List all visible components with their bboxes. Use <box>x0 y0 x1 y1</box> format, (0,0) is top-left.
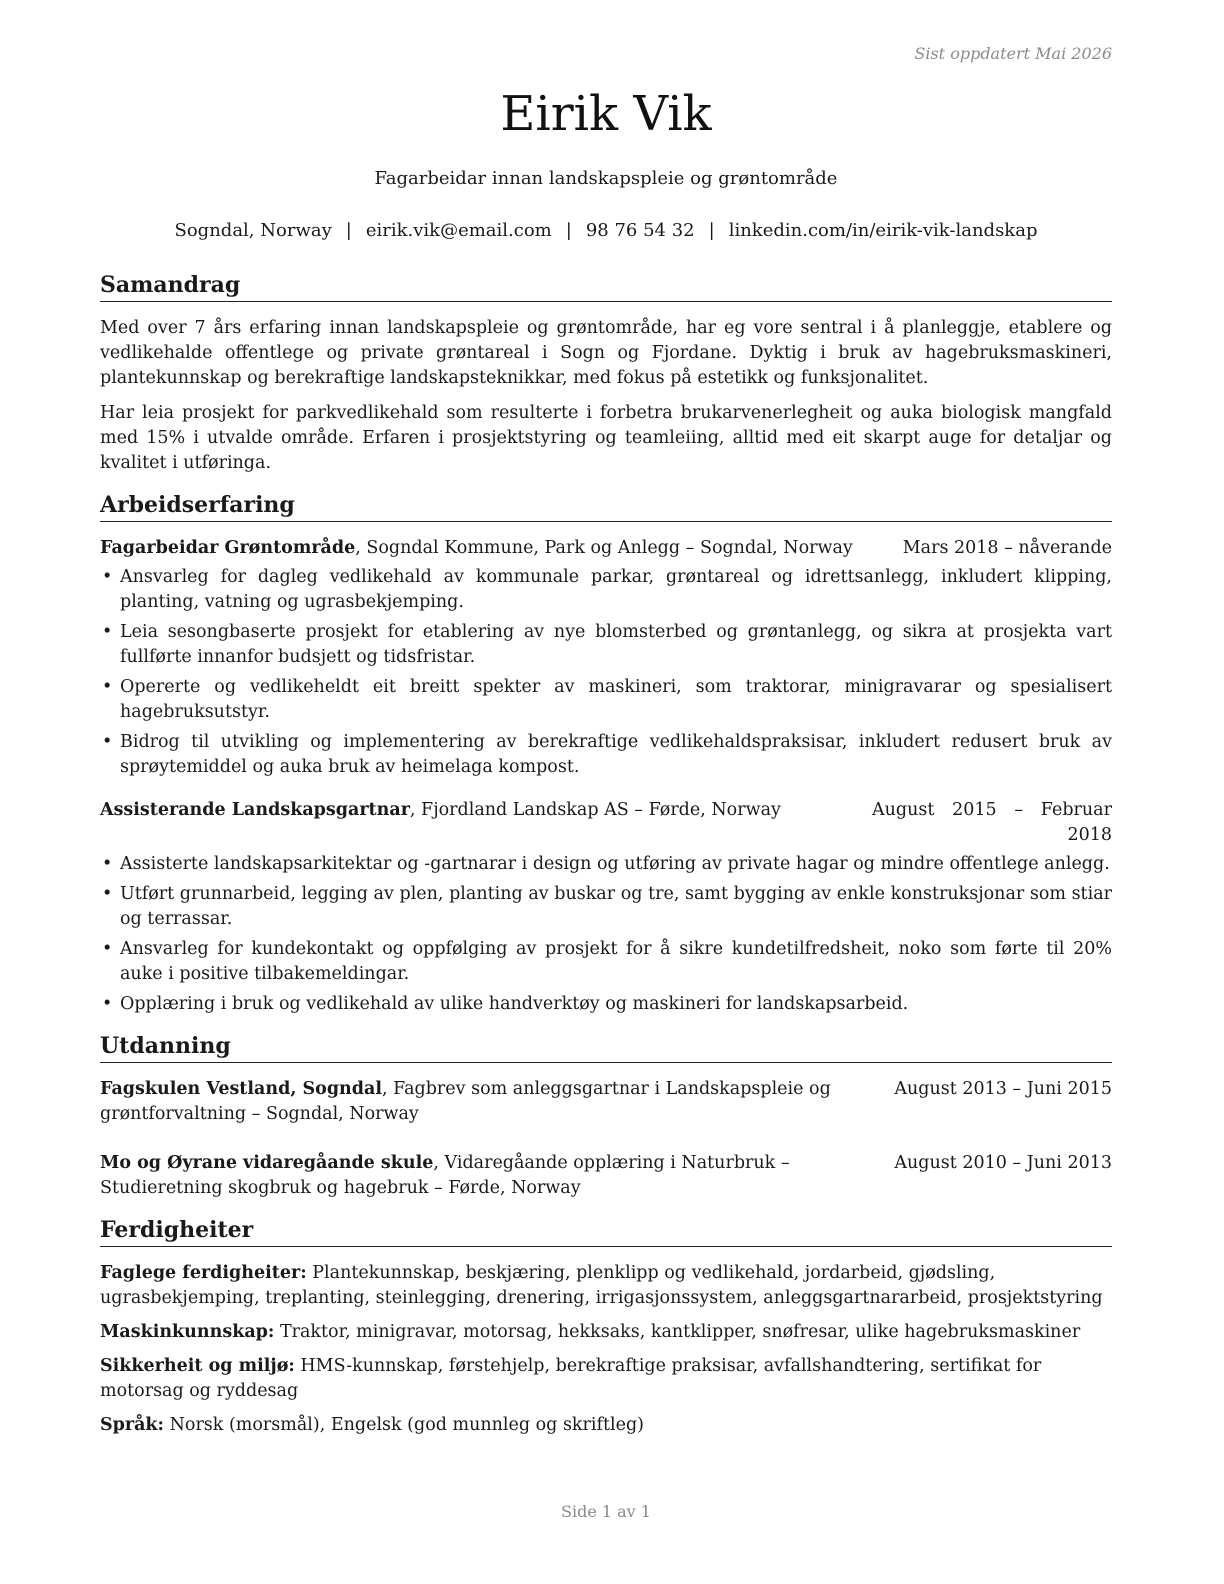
section-title-experience: Arbeidserfaring <box>100 490 1112 522</box>
job-bullets <box>100 852 1112 1017</box>
skill-label: Sikkerheit og miljø: <box>100 1356 295 1376</box>
summary-paragraph: Med over 7 års erfaring innan landskapspleie og grøntområde, har eg vore sentral i å planleggje, etablere og vedlikehalde offentlege og private grøntareal i Sogn og Fjordane. Dyktig i bruk av hagebruksmaskineri, plantekunnskap og berekraftige landskapsteknikkar, med fokus på estetikk og funksjonalitet. <box>100 318 1112 388</box>
job-header <box>100 798 1112 848</box>
job-title-line <box>100 536 903 561</box>
job-entry <box>100 798 1112 1017</box>
job-bullet: • Opplæring i bruk og vedlikehald av ulike handverktøy og maskineri for landskapsarbeid. <box>100 992 1112 1017</box>
page-number: Side 1 av 1 <box>561 1502 651 1521</box>
summary-section <box>100 270 1112 476</box>
job-bullet: • Leia sesongbaserte prosjekt for etablering av nye blomsterbed og grøntanlegg, og sikra at prosjekta vart fullførte innanfor budsjett og tidsfristar. <box>100 620 1112 670</box>
education-entry <box>100 1151 1112 1201</box>
skill-text: HMS-kunnskap, førstehjelp, berekraftige praksisar, avfallshandtering, sertifikat for motorsag og ryddesag <box>100 1356 1042 1401</box>
job-subtitle: Fagarbeidar innan landskapspleie og grøntområde <box>374 168 838 189</box>
skill-text: Plantekunnskap, beskjæring, plenklipp og vedlikehald, jordarbeid, gjødsling, ugrasbekjemping, treplanting, steinlegging, drenering, irrigasjonssystem, anleggsgartnararbeid, prosjektstyring <box>100 1263 1103 1308</box>
education-detail: , Vidaregåande opplæring i Naturbruk – Studieretning skogbruk og hagebruk – Førde, Norway <box>100 1153 790 1198</box>
section-title-skills: Ferdigheiter <box>100 1215 1112 1247</box>
job-dates: August 2015 – Februar 2018 <box>872 800 1112 845</box>
experience-section <box>100 490 1112 1017</box>
skill-label: Faglege ferdigheiter: <box>100 1263 307 1283</box>
job-title-line <box>100 798 872 848</box>
contact-location: Sogndal, Norway <box>174 220 332 241</box>
job-org: , Sogndal Kommune, Park og Anlegg – Sogndal, Norway <box>355 538 853 558</box>
contact-separator: | <box>565 220 572 241</box>
education-title-line <box>100 1151 894 1201</box>
section-title-summary: Samandrag <box>100 270 1112 302</box>
job-entry <box>100 536 1112 780</box>
skill-label: Språk: <box>100 1415 165 1435</box>
job-bullet: • Ansvarleg for dagleg vedlikehald av kommunale parkar, grøntareal og idrettsanlegg, inkludert klipping, planting, vatning og ugrasbekjemping. <box>100 565 1112 615</box>
last-updated: Sist oppdatert Mai 2026 <box>914 44 1112 63</box>
summary-paragraph: Har leia prosjekt for parkvedlikehald som resulterte i forbetra brukarvenerlegheit og auka biologisk mangfald med 15% i utvalde område. Erfaren i prosjektstyring og teamleiing, alltid med eit skarpt auge for detaljar og kvalitet i utføringa. <box>100 403 1112 473</box>
job-dates: Mars 2018 – nåverande <box>902 538 1112 558</box>
job-role: Assisterande Landskapsgartnar <box>100 800 410 820</box>
section-title-education: Utdanning <box>100 1031 1112 1063</box>
job-header <box>100 536 1112 561</box>
education-detail: , Fagbrev som anleggsgartnar i Landskapspleie og grøntforvaltning – Sogndal, Norway <box>100 1079 831 1124</box>
education-section <box>100 1031 1112 1201</box>
job-bullet: • Ansvarleg for kundekontakt og oppfølging av prosjekt for å sikre kundetilfredsheit, noko som førte til 20% auke i positive tilbakemeldingar. <box>100 937 1112 987</box>
skill-text: Norsk (morsmål), Engelsk (god munnleg og skriftleg) <box>164 1415 644 1435</box>
education-school: Mo og Øyrane vidaregåande skule <box>100 1153 434 1173</box>
job-bullets <box>100 565 1112 780</box>
skill-item <box>100 1354 1112 1404</box>
job-bullet: • Bidrog til utvikling og implementering av berekraftige vedlikehaldspraksisar, inkludert redusert bruk av sprøytemiddel og auka bruk av heimelaga kompost. <box>100 730 1112 780</box>
contact-line <box>100 220 1112 241</box>
contact-phone: 98 76 54 32 <box>585 220 695 241</box>
education-school: Fagskulen Vestland, Sogndal <box>100 1079 383 1099</box>
job-bullet: • Assisterte landskapsarkitektar og -gartnarar i design og utføring av private hagar og mindre offentlege anlegg. <box>100 852 1112 877</box>
skill-item <box>100 1320 1112 1345</box>
contact-separator: | <box>345 220 352 241</box>
skill-item <box>100 1413 1112 1438</box>
education-title-line <box>100 1077 894 1127</box>
skill-item <box>100 1261 1112 1311</box>
job-bullet: • Opererte og vedlikeheldt eit breitt spekter av maskineri, som traktorar, minigravarar og spesialisert hagebruksutstyr. <box>100 675 1112 725</box>
contact-separator: | <box>708 220 715 241</box>
job-role: Fagarbeidar Grøntområde <box>100 538 356 558</box>
person-name: Eirik Vik <box>500 86 712 142</box>
skill-label: Maskinkunnskap: <box>100 1322 275 1342</box>
contact-linkedin[interactable]: linkedin.com/in/eirik-vik-landskap <box>728 220 1038 241</box>
job-org: , Fjordland Landskap AS – Førde, Norway <box>409 800 781 820</box>
education-entry <box>100 1077 1112 1127</box>
skills-section <box>100 1215 1112 1438</box>
resume-page <box>100 0 1112 1584</box>
contact-email[interactable]: eirik.vik@email.com <box>365 220 552 241</box>
education-dates: August 2013 – Juni 2015 <box>894 1079 1112 1099</box>
job-bullet: • Utført grunnarbeid, legging av plen, planting av buskar og tre, samt bygging av enkle konstruksjonar som stiar og terrassar. <box>100 882 1112 932</box>
skill-text: Traktor, minigravar, motorsag, hekksaks, kantklipper, snøfresar, ulike hagebruksmaskiner <box>274 1322 1081 1342</box>
resume-body <box>100 270 1112 1447</box>
education-dates: August 2010 – Juni 2013 <box>894 1153 1112 1173</box>
